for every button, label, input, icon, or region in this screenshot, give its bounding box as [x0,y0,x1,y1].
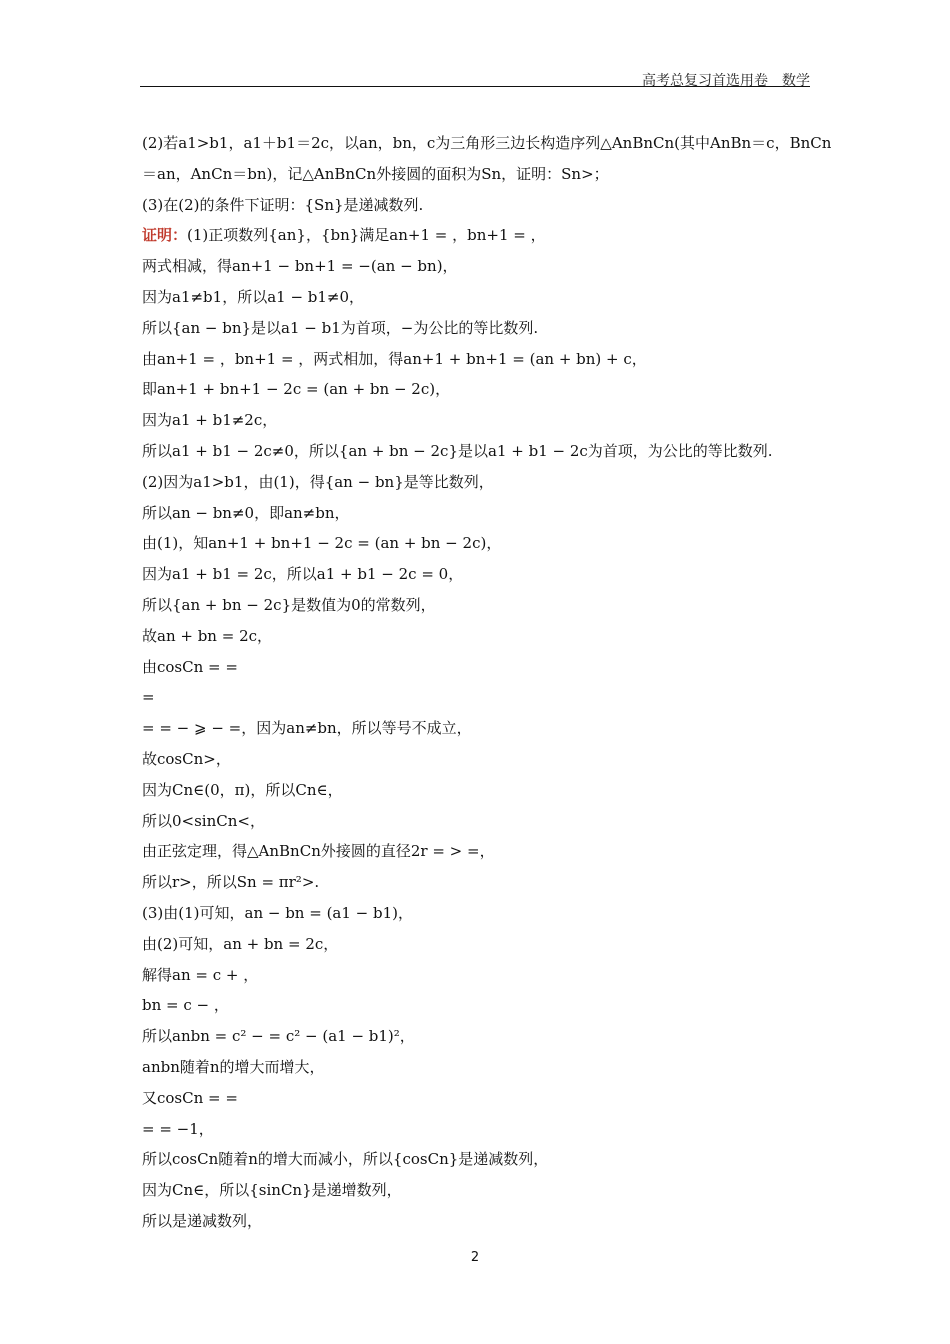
text-line: 故an + bn = 2c， [142,626,273,645]
text-line: (2)若a1>b1，a1＋b1＝2c，以an，bn，c为三角形三边长构造序列△AnBnCn(其中AnBn＝c，BnCn [142,134,832,152]
text-line: = = −1， [142,1119,214,1138]
text-line: 由正弦定理，得△AnBnCn外接圆的直径2r = > =， [142,842,495,861]
text-line: 所以a1 + b1 − 2c≠0，所以{an + bn − 2c}是以a1 + b1 − 2c为首项，为公比的等比数列. [142,441,773,460]
text-line: (3)由(1)可知，an − bn = (a1 − b1)， [142,903,414,922]
text-line: 所以{an − bn}是以a1 − b1为首项，−为公比的等比数列. [142,318,539,337]
text-line: 所以{an + bn − 2c}是数值为0的常数列， [142,595,436,614]
text-line: = [142,688,155,707]
text-line: bn = c − ， [142,996,229,1015]
text-line: anbn随着n的增大而增大， [142,1057,325,1076]
document-body [142,128,832,1237]
text-line: 因为Cn∈(0，π)，所以Cn∈， [142,780,343,799]
text-line: 由an+1 = ，bn+1 = ，两式相加，得an+1 + bn+1 = (an + bn) + c， [142,349,647,368]
text-line-content: (1)正项数列{an}，{bn}满足an+1 = ，bn+1 = ， [187,226,546,245]
text-line: ＝an，AnCn＝bn)，记△AnBnCn外接圆的面积为Sn，证明：Sn>； [142,164,609,183]
text-line: (2)因为a1>b1，由(1)，得{an − bn}是等比数列， [142,472,494,491]
text-line: 两式相减，得an+1 − bn+1 = −(an − bn)， [142,257,458,276]
text-line: 即an+1 + bn+1 − 2c = (an + bn − 2c)， [142,380,451,399]
text-line: 故cosCn>， [142,749,231,768]
text-line: 所以anbn = c² − = c² − (a1 − b1)²， [142,1027,415,1046]
page-number: 2 [470,1250,480,1265]
text-line: 所以0<sinCn<， [142,811,265,830]
text-line: 所以cosCn随着n的增大而减小，所以{cosCn}是递减数列， [142,1150,549,1169]
text-line: 因为a1≠b1，所以a1 − b1≠0， [142,287,365,306]
text-line: = = − ⩾ − =，因为an≠bn，所以等号不成立， [142,719,472,738]
text-line: 因为Cn∈，所以{sinCn}是递增数列， [142,1181,402,1200]
header-divider [140,86,810,87]
header-title: 高考总复习首选用卷 数学 [642,73,810,89]
text-line: 又cosCn = = [142,1088,238,1107]
text-line: 解得an = c + ， [142,965,259,984]
text-line: (3)在(2)的条件下证明：{Sn}是递减数列. [142,195,424,214]
text-line: 因为a1 + b1 = 2c，所以a1 + b1 − 2c = 0， [142,565,464,584]
text-line: 由cosCn = = [142,657,238,676]
text-line: 所以r>，所以Sn = πr²>. [142,873,320,892]
text-line: 由(2)可知，an + bn = 2c， [142,934,339,953]
text-line: 所以an − bn≠0，即an≠bn， [142,503,350,522]
proof-label: 证明： [142,226,188,245]
text-line: 因为a1 + b1≠2c， [142,411,278,430]
text-line: 所以是递减数列， [142,1211,263,1230]
text-line-proof [142,220,810,251]
text-line: 由(1)，知an+1 + bn+1 − 2c = (an + bn − 2c)， [142,534,502,553]
